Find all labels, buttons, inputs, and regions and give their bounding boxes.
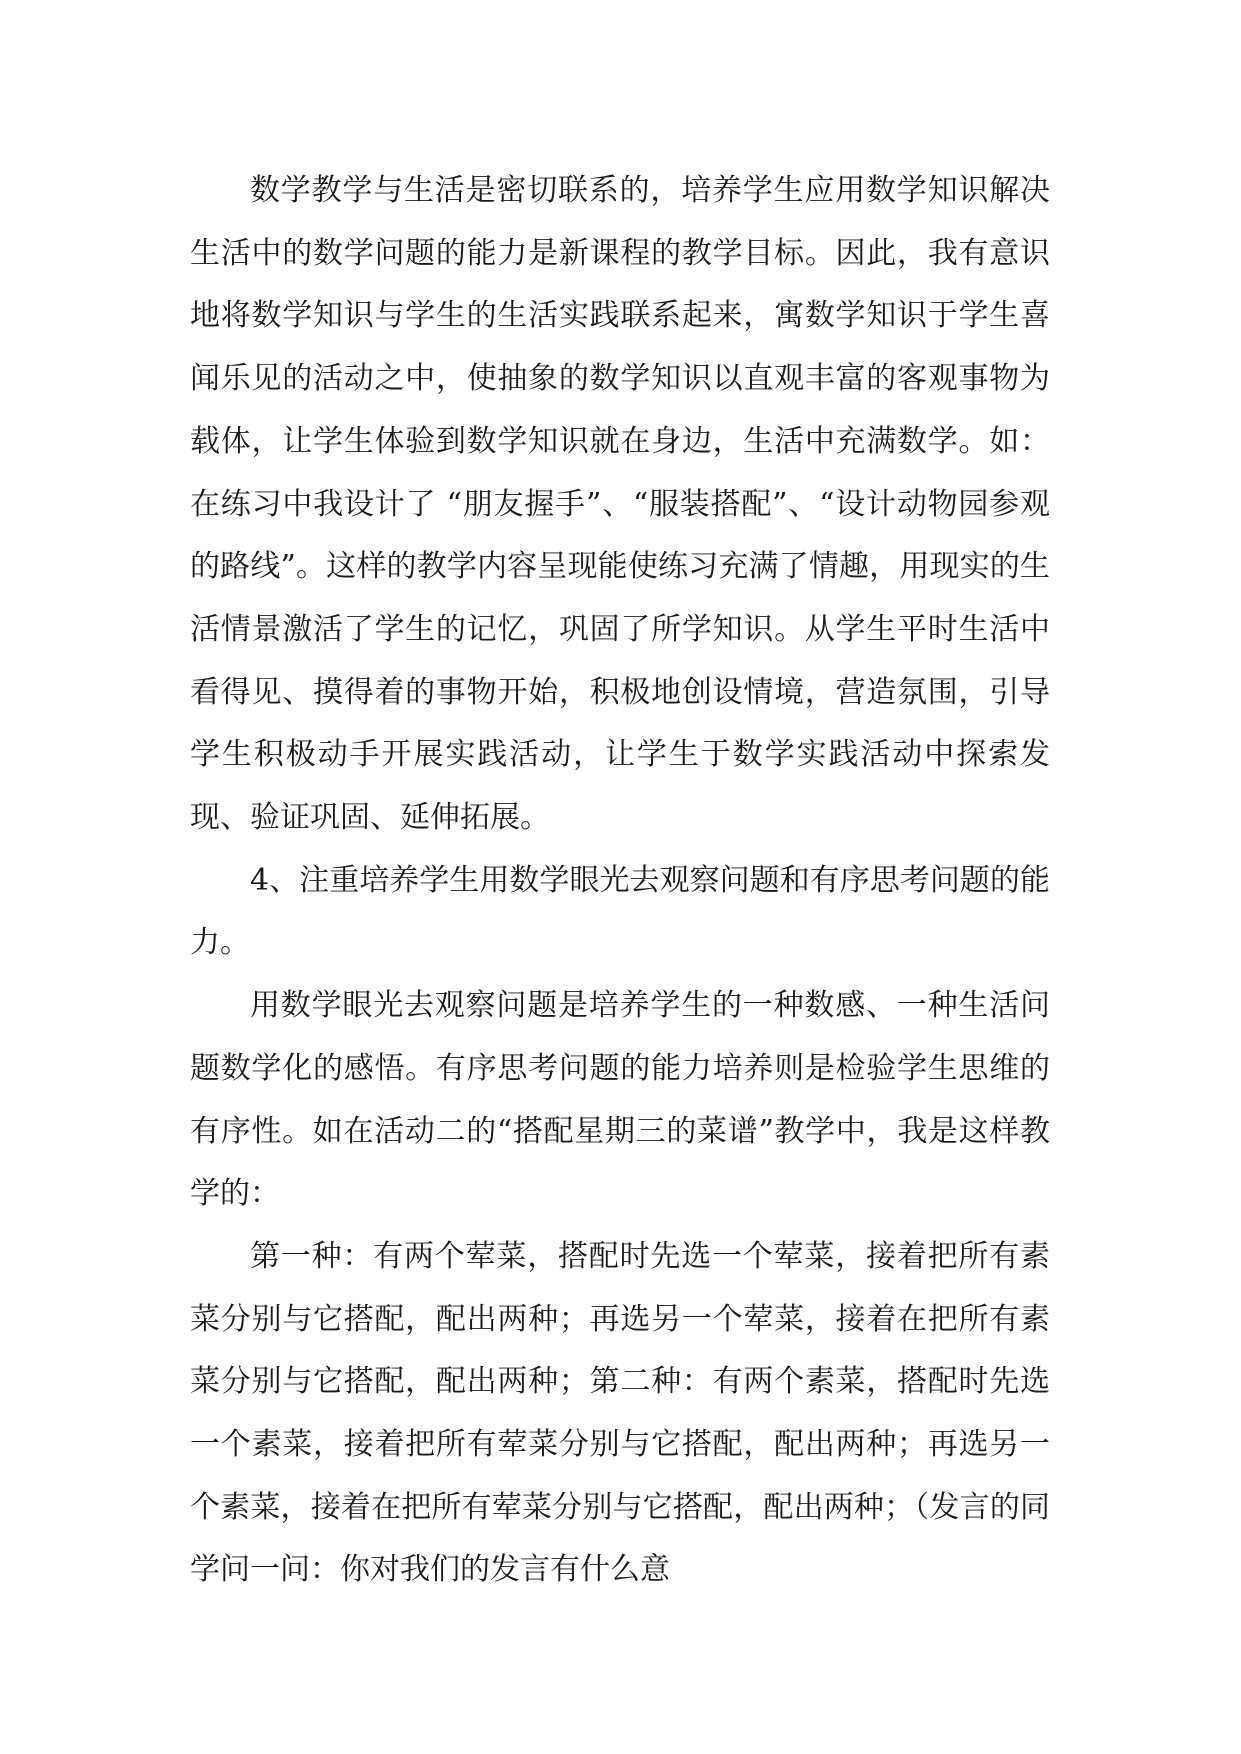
paragraph-menu-pairing: 第一种：有两个荤菜，搭配时先选一个荤菜，接着把所有素菜分别与它搭配，配出两种；再选另一个荤菜，接着在把所有素菜分别与它搭配，配出两种；第二种：有两个素菜，搭配时先选一个素菜，接着把所有荤菜分别与它搭配，配出两种；再选另一个素菜，接着在把所有荤菜分别与它搭配，配出两种；（发言的同学问一问：你对我们的发言有什么意 [190, 1238, 1050, 1588]
document-body [190, 160, 1050, 1602]
paragraph-life-connection: 数学教学与生活是密切联系的，培养学生应用数学知识解决生活中的数学问题的能力是新课程的教学目标。因此，我有意识地将数学知识与学生的生活实践联系起来，寓数学知识于学生喜闻乐见的活动之中，使抽象的数学知识以直观丰富的客观事物为载体，让学生体验到数学知识就在身边，生活中充满数学。如：在练习中我设计了 “朋友握手”、“服装搭配”、“设计动物园参观的路线”。这样的教学内容呈现能使练习充满了情趣，用现实的生活情景激活了学生的记忆，巩固了所学知识。从学生平时生活中看得见、摸得着的事物开始，积极地创设情境，营造氛围，引导学生积极动手开展实践活动，让学生于数学实践活动中探索发现、验证巩固、延伸拓展。 [190, 173, 1050, 836]
paragraph-math-perspective: 用数学眼光去观察问题是培养学生的一种数感、一种生活问题数学化的感悟。有序思考问题的能力培养则是检验学生思维的有序性。如在活动二的“搭配星期三的菜谱”教学中，我是这样教学的： [190, 988, 1050, 1212]
paragraph-heading-4: 4、注重培养学生用数学眼光去观察问题和有序思考问题的能力。 [190, 862, 1050, 961]
